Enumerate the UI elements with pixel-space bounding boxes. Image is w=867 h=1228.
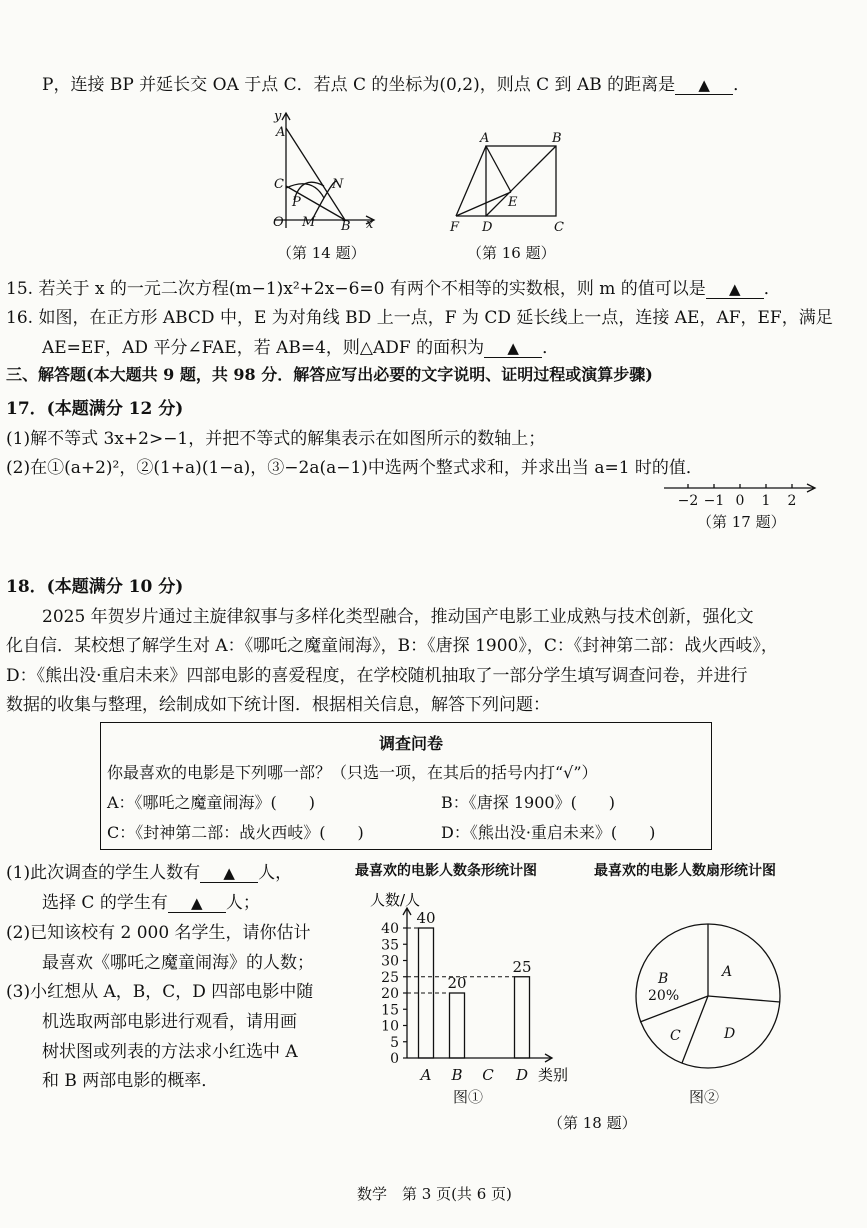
label-e: E (508, 195, 518, 210)
bar-y-tick-label: 40 (381, 921, 399, 937)
survey-title: 调查问卷 (379, 734, 444, 753)
q14-tail-line (42, 70, 750, 95)
figure-16-caption: （第 16 题） (467, 244, 556, 262)
tick-1: 1 (761, 493, 771, 509)
q15-line (6, 274, 781, 299)
pie-divider-da (708, 996, 780, 1002)
bar-y-label: 人数/人 (370, 891, 421, 909)
q18-part3d: 和 B 两部电影的概率． (42, 1071, 219, 1091)
label-c: C (554, 220, 564, 235)
bar-x-label: 类别 (538, 1066, 569, 1084)
label-b: B (341, 219, 351, 233)
label-f: F (450, 220, 460, 235)
survey-option-c: C：《封神第二部：战火西岐》( ) (107, 823, 364, 842)
bar-chart-title: 最喜欢的电影人数条形统计图 (355, 863, 537, 879)
q18-part1b-text: 选择 C 的学生有 (42, 893, 168, 913)
bar-y-tick-label: 25 (381, 969, 399, 986)
q15-text: 15. 若关于 x 的一元二次方程(m−1)x²+2x−6=0 有两个不相等的实数根，则 m 的值可以是 (6, 279, 706, 299)
pie-slice-b-percent: 20% (648, 988, 680, 1004)
pie-divider-cd (682, 996, 708, 1063)
q18-c-blank: ▲ (168, 894, 226, 913)
bar-y-tick-label: 15 (381, 1002, 399, 1019)
q18-para-1: 2025 年贺岁片通过主旋律叙事与多样化类型融合，推动国产电影工业成熟与技术创新，强化文 (42, 607, 754, 627)
bar-category-label: A (420, 1066, 432, 1084)
q18-part1b (42, 888, 260, 913)
q18-part2a: (2)已知该校有 2 000 名学生，请你估计 (6, 923, 311, 943)
q18-count-blank: ▲ (200, 864, 258, 883)
label-m: M (302, 215, 316, 230)
q18-header: 18．(本题满分 10 分) (6, 577, 184, 597)
q16-line2 (42, 333, 559, 358)
tick-neg1: −1 (703, 493, 725, 509)
figure-2-label: 图② (689, 1088, 720, 1106)
pie-chart-title: 最喜欢的电影人数扇形统计图 (594, 863, 776, 879)
label-c: C (274, 177, 284, 192)
label-n: N (332, 177, 344, 192)
bar-value-label: 40 (416, 909, 436, 927)
figure-16 (442, 128, 577, 238)
figure-14 (262, 108, 382, 233)
label-p: P (292, 195, 301, 210)
q15-end: ． (763, 279, 781, 299)
label-b: B (552, 131, 562, 146)
label-x: x (366, 217, 374, 232)
segment-ae (486, 146, 511, 192)
survey-option-b: B：《唐探 1900》( ) (441, 793, 616, 812)
bar-y-tick-label: 20 (381, 986, 399, 1002)
bar-B (450, 993, 465, 1058)
bar-y-tick-label: 10 (381, 1018, 399, 1035)
q14-tail-text: P，连接 BP 并延长交 OA 于点 C．若点 C 的坐标为(0,2)，则点 C 到 AB 的距离是 (42, 75, 676, 95)
label-y: y (274, 109, 282, 124)
survey-option-d: D：《熊出没·重启未来》( ) (441, 823, 656, 842)
bar-chart (360, 880, 585, 1110)
figure-14-caption: （第 14 题） (277, 244, 366, 262)
survey-option-a: A：《哪吒之魔童闹海》( ) (107, 793, 316, 812)
q14-end: ． (733, 75, 751, 95)
label-o: O (273, 215, 284, 230)
survey-question: 你最喜欢的电影是下列哪一部？（只选一项，在其后的括号内打“√”） (107, 763, 598, 782)
bar-category-label: D (515, 1066, 529, 1084)
q18-part2b: 最喜欢《哪吒之魔童闹海》的人数； (42, 953, 314, 973)
bar-y-tick-label: 30 (381, 953, 399, 970)
pie-label-c: C (670, 1028, 681, 1044)
bar-y-tick-label: 35 (381, 937, 399, 954)
pie-label-a: A (722, 964, 733, 980)
page-footer: 数学 第 3 页(共 6 页) (357, 1185, 512, 1203)
q16-text: AE=EF，AD 平分∠FAE，若 AB=4，则△ADF 的面积为 (42, 338, 485, 358)
q16-line1: 16. 如图，在正方形 ABCD 中，E 为对角线 BD 上一点，F 为 CD 延长线上一点，连接 AE，AF，EF，满足 (6, 308, 833, 328)
bar-y-tick-label: 5 (390, 1034, 399, 1051)
figure-17-caption: （第 17 题） (697, 513, 786, 531)
q16-end: ． (542, 338, 560, 358)
bar-category-label: C (482, 1066, 494, 1084)
label-a: A (276, 125, 286, 140)
bar-D (515, 977, 530, 1058)
q18-para-3: D：《熊出没·重启未来》四部电影的喜爱程度，在学校随机抽取了一部分学生填写调查问卷，并进行 (6, 666, 748, 686)
section-3-heading: 三、解答题(本大题共 9 题，共 98 分．解答应写出必要的文字说明、证明过程或演算步骤) (6, 365, 653, 384)
tick-neg2: −2 (677, 493, 699, 509)
pie-label-b: B (658, 971, 669, 987)
figure-18-caption: （第 18 题） (548, 1114, 637, 1132)
q14-answer-blank: ▲ (675, 76, 733, 95)
number-line (662, 480, 822, 510)
q18-para-2: 化自信．某校想了解学生对 A：《哪吒之魔童闹海》，B：《唐探 1900》，C：《封神第二部：战火西岐》， (6, 636, 778, 656)
q18-part1b-end: 人； (225, 893, 260, 913)
q18-part1a-end: 人， (258, 863, 293, 883)
q17-part1: (1)解不等式 3x+2>−1，并把不等式的解集表示在如图所示的数轴上； (6, 429, 546, 449)
q18-part3b: 机选取两部电影进行观看，请用画 (42, 1012, 297, 1032)
q18-part3c: 树状图或列表的方法求小红选中 A (42, 1042, 298, 1062)
label-d: D (482, 220, 493, 235)
q18-part3a: (3)小红想从 A，B，C，D 四部电影中随 (6, 982, 314, 1002)
q18-para-4: 数据的收集与整理，绘制成如下统计图．根据相关信息，解答下列问题： (6, 695, 550, 715)
label-a: A (480, 131, 490, 146)
pie-chart (632, 920, 787, 1075)
segment-bd (486, 146, 556, 216)
bar-value-label: 25 (512, 957, 532, 976)
bar-y-tick-label: 0 (390, 1051, 399, 1067)
bar-value-label: 20 (447, 974, 467, 992)
bar-category-label: B (451, 1066, 463, 1084)
q18-part1a-text: (1)此次调查的学生人数有 (6, 863, 201, 883)
tick-0: 0 (735, 493, 745, 509)
q18-part1a (6, 858, 292, 883)
survey-box (100, 722, 712, 850)
pie-label-d: D (724, 1026, 736, 1042)
q17-part2: (2)在①(a+2)²，②(1+a)(1−a)，③−2a(a−1)中选两个整式求和，并求出当 a=1 时的值． (6, 458, 703, 478)
q17-header: 17．(本题满分 12 分) (6, 399, 184, 419)
figure-1-label: 图① (453, 1088, 484, 1106)
q15-answer-blank: ▲ (706, 280, 764, 299)
q16-answer-blank: ▲ (484, 339, 542, 358)
tick-2: 2 (787, 493, 797, 509)
